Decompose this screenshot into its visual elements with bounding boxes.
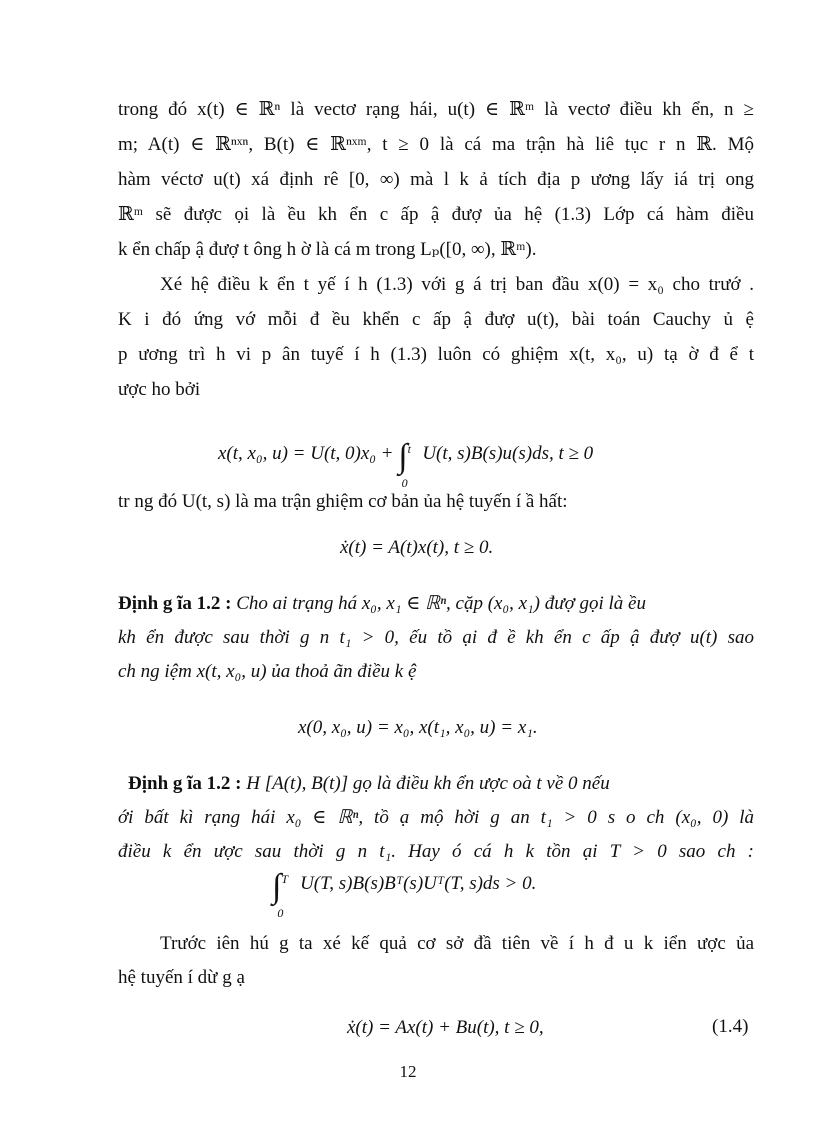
definition-2-line-3: điều k ển ược sau thời g n t₁. Hay ó cá h k tồn ại T > 0 sao ch : <box>118 841 754 862</box>
equation-number: (1.4) <box>712 1016 749 1037</box>
text-line-12: hệ tuyến í dừ g ạ <box>118 967 245 988</box>
text-line-10: tr ng đó U(t, s) là ma trận ghiệm cơ bản ủa hệ tuyến í ầ hất: <box>118 491 568 512</box>
gramian-integral-sign: ∫ <box>272 868 282 905</box>
text-line-4: ℝᵐ sẽ được ọi là ều kh ển c ấp ậ đượ ủa hệ (1.3) Lớp cá hàm điều <box>118 204 754 225</box>
equation-lti-system: ẋ(t) = Ax(t) + Bu(t), t ≥ 0, <box>347 1017 544 1038</box>
equation-solution <box>218 438 594 490</box>
gramian-upper-limit: T <box>281 872 289 886</box>
text-line-1: trong đó x(t) ∈ ℝⁿ là vectơ rạng hái, u(t) ∈ ℝᵐ là vectơ điều kh ển, n ≥ <box>118 99 754 120</box>
equation-boundary: x(0, x₀, u) = x₀, x(t₁, x₀, u) = x₁. <box>298 717 538 738</box>
text-line-7: K i đó ứng vớ mỗi đ ều khển c ấp ậ đượ u(t), bài toán Cauchy ủ ệ <box>118 309 754 330</box>
text-line-8: p ương trì h vi p ân tuyế í h (1.3) luôn có ghiệm x(t, x₀, u) tạ ờ đ ể t <box>118 344 754 365</box>
definition-1-line-2: kh ển được sau thời g n t₁ > 0, ếu tồ ại đ ề kh ển c ấp ậ đượ u(t) sao <box>118 627 754 648</box>
page-number: 12 <box>399 1062 417 1081</box>
equation-homogeneous: ẋ(t) = A(t)x(t), t ≥ 0. <box>340 537 494 558</box>
text-line-9: ược ho bởi <box>118 379 201 400</box>
definition-1-line-3: ch ng iệm x(t, x₀, u) ủa thoả ãn điều k ệ <box>118 661 417 682</box>
text-line-6: Xé hệ điều k ển t yế í h (1.3) với g á trị ban đầu x(0) = x₀ cho trướ . <box>160 274 754 295</box>
definition-2-line-1 <box>128 772 754 796</box>
gramian-lower-limit: 0 <box>277 906 284 920</box>
text-line-5: k ển chấp ậ đượ t ông h ờ là cá m trong Lₚ([0, ∞), ℝᵐ). <box>118 239 537 260</box>
equation-solution-left: x(t, x₀, u) = U(t, 0)x₀ + <box>218 443 399 464</box>
equation-solution-right: U(t, s)B(s)u(s)ds, t ≥ 0 <box>422 443 594 464</box>
integral-upper-limit: t <box>407 442 411 456</box>
definition-1-line-1 <box>118 592 754 616</box>
definition-2-line-2: ới bất kì rạng hái x₀ ∈ ℝⁿ, tồ ạ mộ hời g an t₁ > 0 s o ch (x₀, 0) là <box>118 807 754 828</box>
text-line-3: hàm véctơ u(t) xá định rê [0, ∞) mà l k ả tích địa p ương lấy iá trị ong <box>118 169 754 190</box>
gramian-body: U(T, s)B(s)Bᵀ(s)Uᵀ(T, s)ds > 0. <box>300 873 537 894</box>
integral-lower-limit: 0 <box>401 476 408 490</box>
text-line-2: m; A(t) ∈ ℝⁿˣⁿ, B(t) ∈ ℝⁿˣᵐ, t ≥ 0 là cá ma trận hà liê tục r n ℝ. Mộ <box>118 134 754 155</box>
definition-2-text-1: H [A(t), B(t)] gọ là điều kh ển ược oà t về 0 nếu <box>246 773 610 794</box>
equation-gramian <box>272 868 537 920</box>
definition-2-title: Định g ĩa 1.2 : <box>128 773 242 794</box>
definition-1-title: Định g ĩa 1.2 : <box>118 593 232 614</box>
definition-1-text-1: Cho ai trạng há x₀, x₁ ∈ ℝⁿ, cặp (x₀, x₁) đượ gọi là ều <box>236 593 646 614</box>
integral-sign: ∫ <box>398 438 408 475</box>
text-line-11: Trước iên hú g ta xé kế quả cơ sở đầ tiên về í h đ u k iển ược ủa <box>160 933 754 954</box>
